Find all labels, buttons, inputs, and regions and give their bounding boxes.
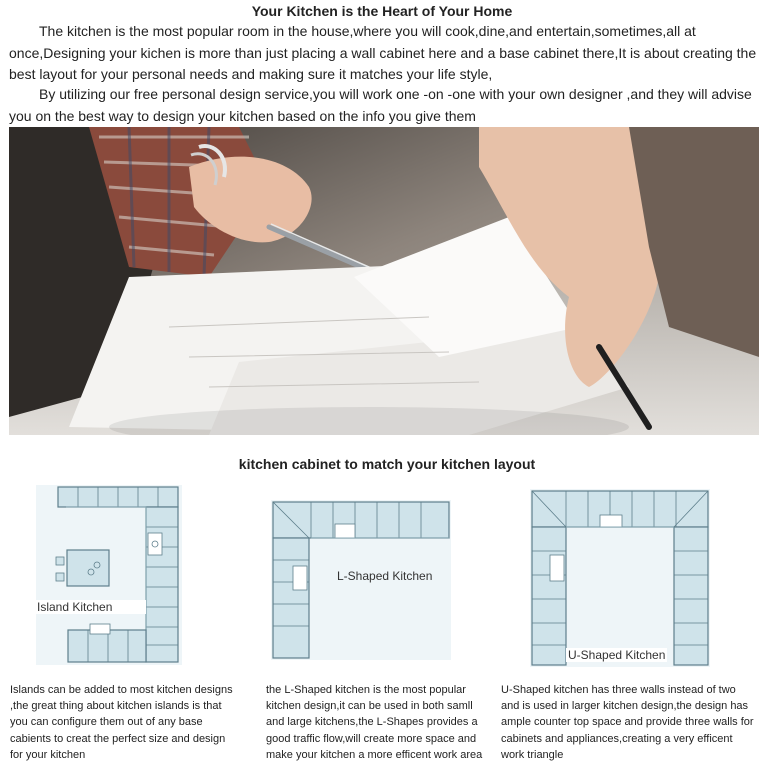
u-shaped-kitchen-label: U-Shaped Kitchen [568, 648, 666, 662]
u-shaped-kitchen-plan [530, 489, 710, 667]
page-title: Your Kitchen is the Heart of Your Home [251, 3, 513, 19]
island-kitchen-label: Island Kitchen [36, 600, 146, 614]
l-shaped-kitchen-label: L-Shaped Kitchen [337, 569, 433, 583]
layouts-heading: kitchen cabinet to match your kitchen layout [238, 456, 536, 472]
island-kitchen-plan [36, 485, 182, 665]
designers-reviewing-plans-photo [9, 127, 759, 435]
l-shaped-kitchen-description: the L-Shaped kitchen is the most popular kitchen design,it can be used in both samll and large kitchens,the L-Shapes provides a good traffic flow,will create more space and make your kitchen a more efficent work area [266, 684, 483, 761]
island-kitchen-description: Islands can be added to most kitchen designs ,the great thing about kitchen islands is that you can configure them out of any base cabients to creat the perfect size and design for your kitchen [10, 684, 233, 761]
u-shaped-kitchen-description: U-Shaped kitchen has three walls instead of two and is used in larger kitchen design,the design has ample counter top space and provide three walls for cabinets and appliances,creating a very efficent work triangle [501, 684, 754, 761]
intro-paragraph-2: By utilizing our free personal design service,you will work one -on -one with your own designer ,and they will advise you on the best way to design your kitchen based on the info you give them [9, 86, 752, 124]
intro-paragraph-1: The kitchen is the most popular room in the house,where you will cook,dine,and entertain,sometimes,all at once,Designing your kichen is more than just placing a wall cabinet here and a base cabinet there,It is about creating the best layout for your personal needs and making sure it matches your life style, [9, 23, 757, 82]
l-shaped-kitchen-plan [271, 500, 451, 660]
